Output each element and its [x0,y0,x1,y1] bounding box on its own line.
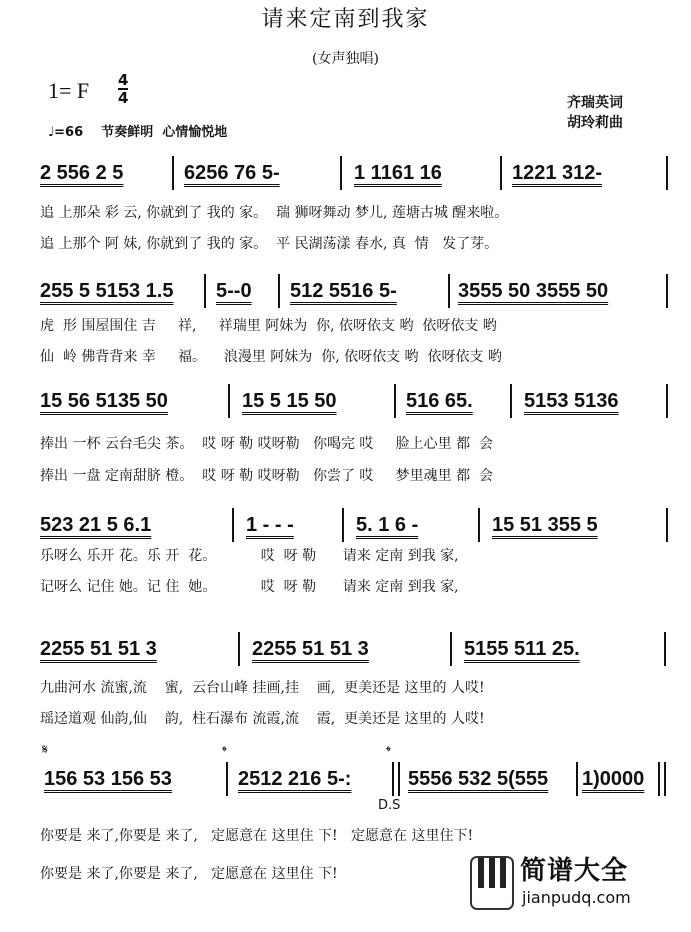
lyric-line: 你要是 来了,你要是 来了, 定愿意在 这里住 下! 定愿意在 这里住下! [40,828,474,844]
measure: 156 53 156 53 [44,768,172,790]
lyric-line: 虎 形 围屋围住 吉 祥, 祥瑞里 阿妹为 你, 依呀依支 哟 依呀依支 哟 [40,318,497,334]
measure: 3555 50 3555 50 [458,280,609,302]
lyric-line: 仙 岭 佛背背来 幸 福。 浪漫里 阿妹为 你, 依呀依支 哟 依呀依支 哟 [40,349,502,365]
tempo-marking: ♩=66 节奏鲜明 心情愉悦地 [48,125,228,140]
barline [666,384,668,418]
meter-top: 4 [118,71,129,89]
logo-url: jianpudq.com [522,888,631,907]
measure: 5--0 [216,280,252,302]
measure: 5. 1 6 - [356,514,419,536]
key-signature: 1= F [48,78,90,103]
coda-icon: 𝄌 [222,744,227,760]
lyric-line: 乐呀么 乐开 花。乐 开 花。 哎 呀 勒 请来 定南 到我 家, [40,548,459,564]
measure: 2255 51 51 3 [40,638,157,660]
measure: 2 556 2 5 [40,162,124,184]
dal-segno-marking: D.S [378,798,401,813]
logo-text: 简谱大全 [520,856,629,886]
staff-row-1 [36,156,668,190]
measure: 5153 5136 [524,390,619,412]
measure: 512 5516 5- [290,280,397,302]
site-logo [470,856,685,910]
measure: 1221 312- [512,162,603,184]
measure: 1 - - - [246,514,294,536]
song-title: 请来定南到我家 [261,7,430,32]
lyricist: 齐瑞英词 [567,95,623,111]
lyric-line: 追 上那个 阿 妹, 你就到了 我的 家。 平 民湖荡漾 春水, 真 情 发了芽。 [40,236,499,252]
barline [666,508,668,542]
lyric-line: 九曲河水 流蜜,流 蜜, 云台山峰 挂画,挂 画, 更美还是 这里的 人哎! [40,680,485,696]
meter-bottom: 4 [118,89,129,107]
measure: 2255 51 51 3 [252,638,369,660]
lyric-line: 捧出 一杯 云台毛尖 茶。 哎 呀 勒 哎呀勒 你喝完 哎 脸上心里 都 会 [40,436,494,452]
measure: 1)0000 [582,768,645,790]
time-signature [118,72,128,106]
piano-keys-icon [470,856,514,910]
measure: 15 56 5135 50 [40,390,168,412]
lyric-line: 追 上那朵 彩 云, 你就到了 我的 家。 瑞 狮呀舞动 梦儿, 莲塘古城 醒来啦。 [40,205,509,221]
final-barline [658,762,666,796]
staff-row-2 [36,274,668,308]
segno-icon: 𝄋 [42,742,49,758]
measure: 523 21 5 6.1 [40,514,152,536]
lyric-line: 你要是 来了,你要是 来了, 定愿意在 这里住 下! [40,866,338,882]
measure: 5155 511 25. [464,638,580,660]
lyric-line: 捧出 一盘 定南甜脐 橙。 哎 呀 勒 哎呀勒 你尝了 哎 梦里魂里 都 会 [40,468,494,484]
composer: 胡玲莉曲 [567,115,623,131]
barline [664,632,666,666]
measure: 15 5 15 50 [242,390,337,412]
staff-row-6 [36,762,668,796]
barline [666,156,668,190]
coda-icon: 𝄌 [386,744,391,760]
measure: 516 65. [406,390,473,412]
measure: 255 5 5153 1.5 [40,280,174,302]
subtitle: (女声独唱) [312,51,379,67]
measure: 1 1161 16 [354,162,442,184]
barline [666,274,668,308]
staff-row-4 [36,508,668,542]
measure: 2512 216 5-: [238,768,352,790]
lyric-line: 瑶迳道观 仙韵,仙 韵, 柱石瀑布 流霞,流 霞, 更美还是 这里的 人哎! [40,711,485,727]
measure: 6256 76 5- [184,162,280,184]
staff-row-5 [36,632,668,666]
staff-row-3 [36,384,668,418]
measure: 15 51 355 5 [492,514,598,536]
repeat-barline [392,762,400,796]
lyric-line: 记呀么 记住 她。记 住 她。 哎 呀 勒 请来 定南 到我 家, [40,579,459,595]
measure: 5556 532 5(555 [408,768,549,790]
